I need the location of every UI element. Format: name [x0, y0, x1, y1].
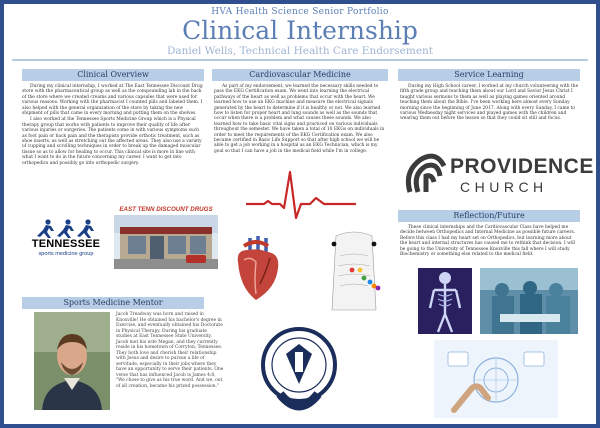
overview-paragraph: During my clinical internship, I worked at The East Tennessee Discount Drug store with the pharmaceutical group as well as the compounding lab in the back of the store where we created creams and various capsules that were used for various reasons. Working with the pharmacist I counted pills and labeled them. I also helped with the general organization of the store by taking the new shipment of pills that came in every morning and putting them on the shelves. [22, 84, 203, 117]
overview-paragraph: I also worked at the Tennessee Sports Medicine Group which is a Physical therapy group that works with patients to improve their quality of life after various injuries or surgeries. The patients come in with various symptoms such as foot pain or back pain and the therapists provide orthotic treatment, such as shoe inserts, as well as stretching out the affected areas. They also use a variety of cupping and scrolling techniques in order to break up the damaged muscular tissue so as to allow for healing to occur. This clinical site is more in line with what I want to do in the future concerning my career. I want to get into orthopedics and possibly go into orthopedic surgery. [22, 117, 202, 166]
medical-technology-image [434, 340, 558, 418]
reflection-paragraph: These clinical internships and the Cardiovascular Class have helped me decide between Orthopedics and Internal Medicine as possible future careers. Before this class I had my heart set on Orthopedics, but learning more about the heart and internal structures has caused me to rethink that decision. I will be going to the University of Tennessee Knoxville this fall where I will study Biochemistry or something else related to the medical field. [400, 225, 576, 258]
poster-border-left [0, 0, 4, 428]
runners-icon [24, 218, 108, 240]
header-divider [12, 59, 588, 61]
tsm-logo-subtitle: sports medicine group [38, 251, 94, 257]
portfolio-label: HVA Health Science Senior Portfolio [211, 7, 389, 17]
tennessee-sports-medicine-logo [24, 218, 108, 264]
discount-drug-store-photo [114, 206, 218, 268]
surgery-photo [480, 268, 578, 334]
cardio-paragraph: As part of my endorsement, we learned the necessary skills needed to pass the EKG Certification exam. We went into learning the electrical pathways of the heart as well as problems that occur with the heart. We learned how to use an EKG machine and measure the electrical signals generated by the heart to determine if it is healthy or not. We also learned how to listen for proper heart and lung sounds as well as the sounds that occur when there is a problem and what causes these sounds. We also learned how to take basic vital signs and practiced on various individuals throughout the semester. We have taken a total of 10 EKGs on individuals in order to meet the requirements of the EKG Certification exam. We also became certified in Basic Life Support so that after high school we will be able to get a job working in a hospital as an EKG Technician, which is my goal so that I can have a job in the medical field while I'm in college. [214, 84, 385, 154]
reflection-heading: Reflection/Future [398, 210, 580, 222]
overview-body [22, 84, 204, 167]
ekg-lead-diagram [316, 226, 392, 312]
cardio-body [214, 84, 388, 155]
heart-anatomy-image [226, 232, 288, 306]
store-caption: EAST TENN DISCOUNT DRUGS [119, 206, 213, 213]
cardio-heading: Cardiovascular Medicine [212, 69, 388, 81]
providence-mark-icon [402, 152, 448, 198]
mentor-bio: Jacob Treadway was born and raised in Knoxville! He obtained his bachelor's degree in Exercise, and eventually obtained his Doctorate in Physical Therapy. During his graduate studies at East Tennessee State University, Jacob met his wife Megan, and they currently reside in his hometown of Corryton, Tennessee. They both love and cherish their relationship with Jesus and desire to pursue a life of servitude, especially in their jobs where they have an opportunity to serve their patients. One verse that has influenced Jacob is James 4:8, "We chose to give as his true word. And we, out of all creation, became his prized possession." [116, 312, 224, 389]
mentor-photo [34, 312, 110, 410]
ekg-trace-image [246, 168, 356, 224]
service-paragraph: During my High School career, I worked at my church volunteering with the fifth grade group and teaching them about our Lord and Savior Jesus Christ I taught various sermons to them as well as playing games oriented around teaching them about the Bible. I've been working here almost every Sunday morning since the beginning of June 2017. Along with every Sunday, I came to various Wednesday night services and played games with the children and wearing them out before the lesson so that they could sit still and focus. [400, 84, 579, 122]
page-title: Clinical Internship [182, 16, 418, 45]
service-heading: Service Learning [398, 69, 580, 81]
providence-church-logo [398, 150, 594, 200]
poster-header [0, 4, 600, 57]
mentor-heading: Sports Medicine Mentor [22, 297, 204, 309]
poster-border-right [596, 0, 600, 428]
service-body [400, 84, 580, 123]
tsm-logo-name: TENNESSEE [31, 238, 101, 250]
overview-heading: Clinical Overview [22, 69, 204, 81]
poster-border-bottom [0, 424, 600, 428]
page-subtitle: Daniel Wells, Technical Health Care Endorsement [166, 45, 434, 57]
church-word: CHURCH [460, 179, 548, 195]
providence-word: PROVIDENCE [450, 155, 594, 178]
reflection-body [400, 225, 580, 258]
skeleton-xray-image [418, 268, 472, 334]
mentor-portrait [34, 312, 110, 410]
hardin-valley-academy-seal [260, 326, 338, 418]
storefront-image [114, 215, 218, 269]
